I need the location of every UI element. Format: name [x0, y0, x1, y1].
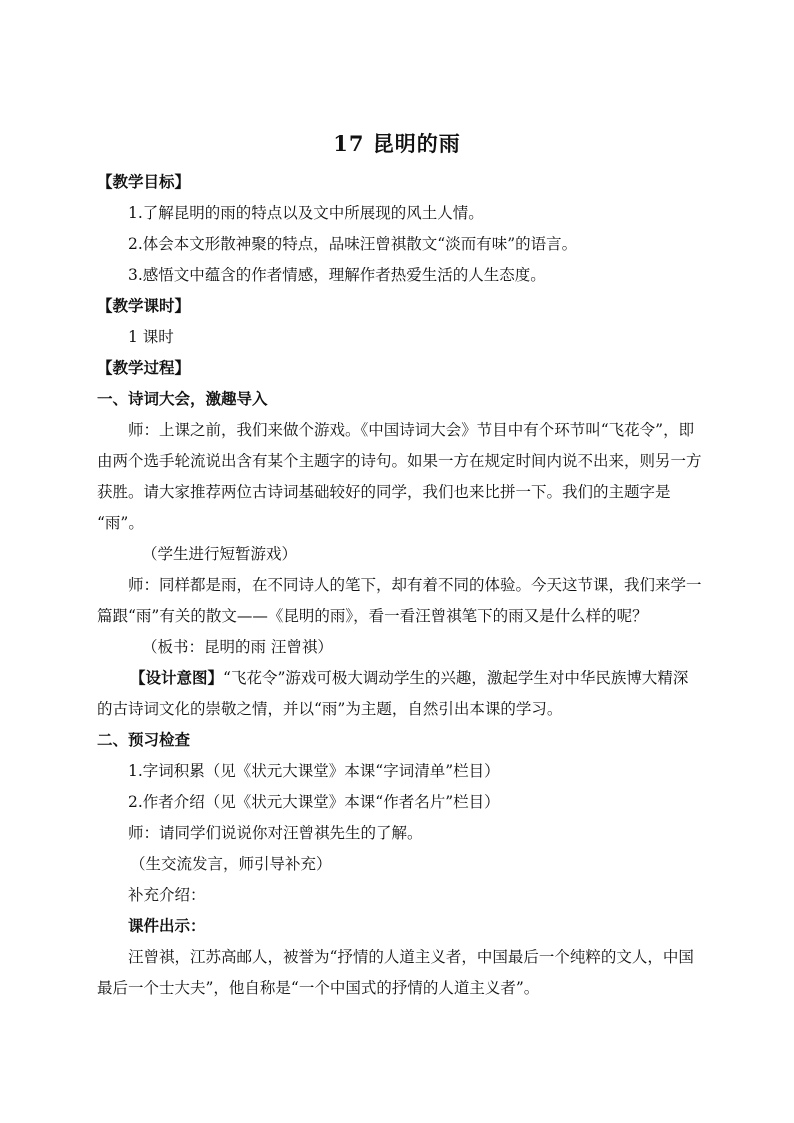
supplement-intro-label: 补充介绍： — [128, 886, 206, 904]
paragraph-intro-line-1: 师：上课之前，我们来做个游戏。《中国诗词大会》节目中有个环节叫“飞花令”，即 — [128, 421, 695, 439]
section-heading-teaching-process: 【教学过程】 — [97, 358, 191, 377]
preview-item-2: 2.作者介绍（见《状元大课堂》本课“作者名片”栏目） — [128, 793, 500, 811]
paragraph-intro-line-3: 获胜。请大家推荐两位古诗词基础较好的同学，我们也来比拼一下。我们的主题字是 — [97, 483, 671, 501]
design-intent-text: “飞花令”游戏可极大调动学生的兴趣，激起学生对中华民族博大精深 — [223, 669, 689, 687]
part-2-heading: 二、预习检查 — [97, 730, 191, 749]
author-bio-line-2: 最后一个士大夫”，他自称是“一个中国式的抒情的人道主义者”。 — [97, 979, 540, 997]
goal-item-1: 1.了解昆明的雨的特点以及文中所展现的风土人情。 — [128, 204, 484, 222]
paragraph-intro-line-4: “雨”。 — [97, 514, 144, 532]
design-intent-line-1 — [130, 666, 750, 690]
author-bio-line-1: 汪曾祺，江苏高邮人，被誉为“抒情的人道主义者，中国最后一个纯粹的文人，中国 — [128, 948, 694, 966]
preview-teacher-prompt: 师：请同学们说说你对汪曾祺先生的了解。 — [128, 824, 423, 842]
design-intent-line-2: 的古诗词文化的崇敬之情，并以“雨”为主题，自然引出本课的学习。 — [97, 700, 563, 718]
paragraph-intro-line-2: 由两个选手轮流说出含有某个主题字的诗句。如果一方在规定时间内说不出来，则另一方 — [97, 452, 702, 470]
preview-item-1: 1.字词积累（见《状元大课堂》本课“字词清单”栏目） — [128, 762, 500, 780]
blackboard-note: （板书：昆明的雨 汪曾祺） — [142, 638, 333, 656]
class-hours-value: 1 课时 — [128, 328, 174, 346]
section-heading-class-hours: 【教学课时】 — [97, 296, 191, 315]
part-1-heading: 一、诗词大会，激趣导入 — [97, 389, 268, 408]
paragraph-transition-line-2: 篇跟“雨”有关的散文——《昆明的雨》，看一看汪曾祺笔下的雨又是什么样的呢？ — [97, 607, 648, 625]
section-heading-teaching-goals: 【教学目标】 — [97, 172, 191, 191]
student-game-note: （学生进行短暂游戏） — [142, 545, 298, 563]
page-title: 17 昆明的雨 — [333, 131, 461, 156]
design-intent-label: 【设计意图】 — [130, 668, 224, 687]
courseware-label: 课件出示： — [128, 916, 206, 935]
goal-item-2: 2.体会本文形散神聚的特点，品味汪曾祺散文“淡而有味”的语言。 — [128, 235, 578, 253]
goal-item-3: 3.感悟文中蕴含的作者情感，理解作者热爱生活的人生态度。 — [128, 266, 546, 284]
paragraph-transition-line-1: 师：同样都是雨，在不同诗人的笔下，却有着不同的体验。今天这节课，我们来学一 — [128, 576, 702, 594]
preview-student-exchange: （生交流发言，师引导补充） — [130, 855, 332, 873]
